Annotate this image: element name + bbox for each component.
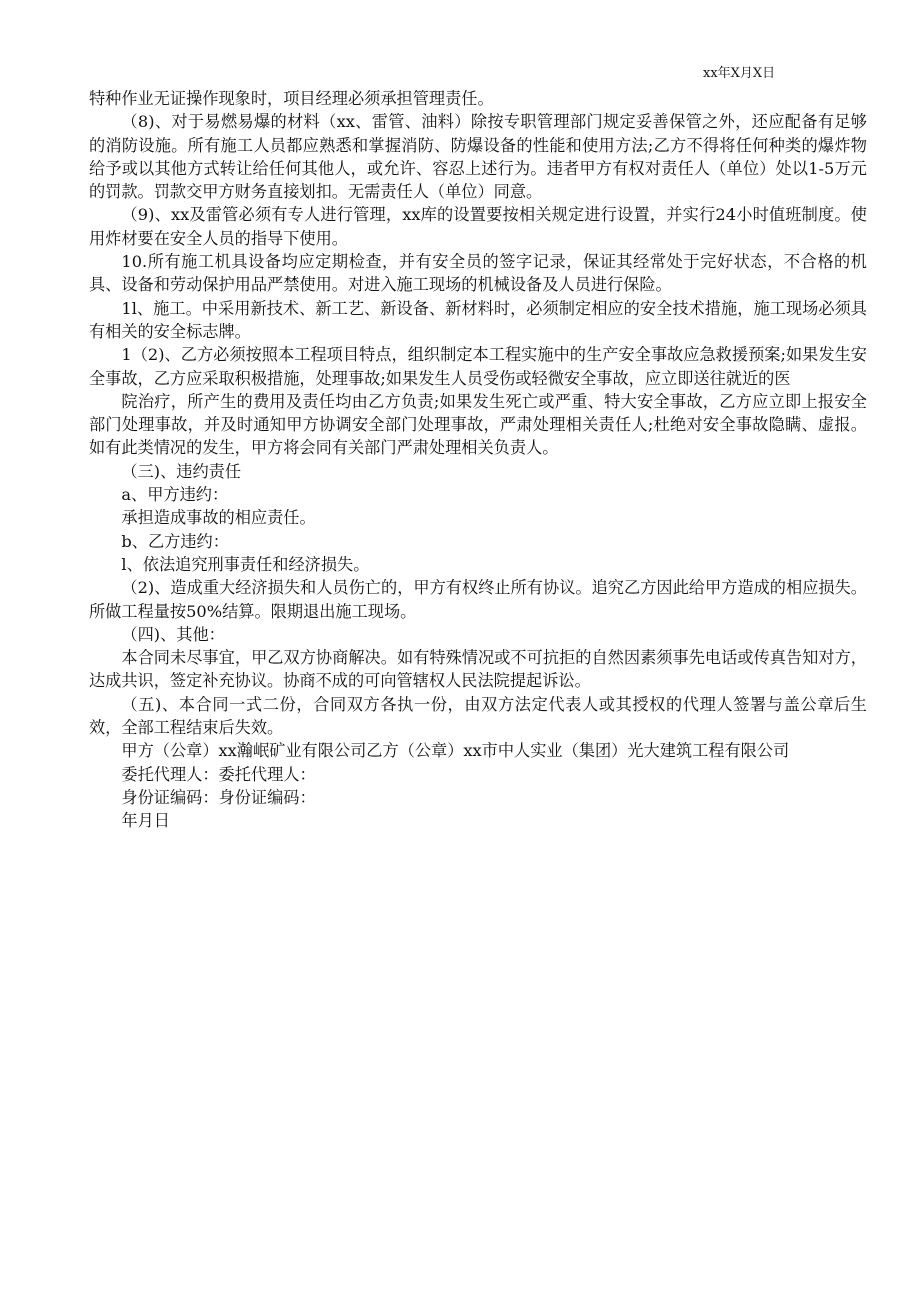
header-date: xx年X月X日 [703,66,776,81]
paragraph-party-b-breach: b、乙方违约： [121,531,229,551]
paragraph-clause-1-2: 1（2)、乙方必须按照本工程项目特点，组织制定本工程实施中的生产安全事故应急救援预案;如果发生安全事故，乙方应采取积极措施，处理事故;如果发生人员受伤或轻微安全事故，应立即送往就近的医 [89,345,867,388]
section-heading-other: （四)、其他： [121,624,225,644]
paragraph-copies: （五)、本合同一式二份，合同双方各执一份，由双方法定代表人或其授权的代理人签署与盖公章后生效，全部工程结束后失效。 [89,694,867,738]
signature-id-numbers: 身份证编码：身份证编码： [121,787,316,807]
paragraph-party-b-liability-2: （2)、造成重大经济损失和人员伤亡的，甲方有权终止所有协议。追究乙方因此给甲方造成的相应损失。所做工程量按50%结算。限期退出施工现场。 [89,578,867,621]
paragraph-clause-10: 10.所有施工机具设备均应定期检查，并有安全员的签字记录，保证其经常处于完好状态，不合格的机具、设备和劳动保护用品严禁使用。对进入施工现场的机械设备及人员进行保险。 [89,252,867,295]
paragraph-other-terms: 本合同未尽事宜，甲乙双方协商解决。如有特殊情况或不可抗拒的自然因素须事先电话或传真告知对方，达成共识，签定补充协议。协商不成的可向管辖权人民法院提起诉讼。 [89,648,867,691]
paragraph-party-a-liability: 承担造成事故的相应责任。 [121,508,316,528]
paragraph-clause-8: （8)、对于易燃易爆的材料（xx、雷管、油料）除按专职管理部门规定妥善保管之外，还应配备有足够的消防设施。所有施工人员都应熟悉和掌握消防、防爆设备的性能和使用方法;乙方不得将任何种类的爆炸物给予或以其他方式转让给任何其他人，或允许、容忍上述行为。违者甲方有权对责任人（单位）处以1-5万元的罚款。罚款交甲方财务直接划扣。无需责任人（单位）同意。 [89,112,867,202]
paragraph-continuation: 特种作业无证操作现象时，项目经理必须承担管理责任。 [89,89,494,108]
section-heading-breach: （三)、违约责任 [121,461,242,481]
paragraph-clause-9: （9)、xx及雷管必须有专人进行管理，xx库的设置要按相关规定进行设置，并实行24小时值班制度。使用炸材要在安全人员的指导下使用。 [89,205,867,248]
paragraph-party-b-liability-1: l、依法追究刑事责任和经济损失。 [121,554,370,574]
signature-date: 年月日 [121,811,170,831]
signature-parties: 甲方（公章）xx瀚岷矿业有限公司乙方（公章）xx市中人实业（集团）光大建筑工程有限公司 [121,741,790,761]
document-body [89,87,867,833]
paragraph-clause-11: 1l、施工。中采用新技术、新工艺、新设备、新材料时，必须制定相应的安全技术措施，施工现场必须具有相关的安全标志牌。 [89,298,867,341]
paragraph-clause-1-2-continued: 院治疗，所产生的费用及责任均由乙方负责;如果发生死亡或严重、特大安全事故，乙方应立即上报安全部门处理事故，并及时通知甲方协调安全部门处理事故，严肃处理相关责任人;杜绝对安全事故隐瞒、虚报。如有此类情况的发生，甲方将会同有关部门严肃处理相关负责人。 [89,391,867,458]
signature-agents: 委托代理人：委托代理人： [121,764,316,784]
paragraph-party-a-breach: a、甲方违约： [121,485,229,505]
